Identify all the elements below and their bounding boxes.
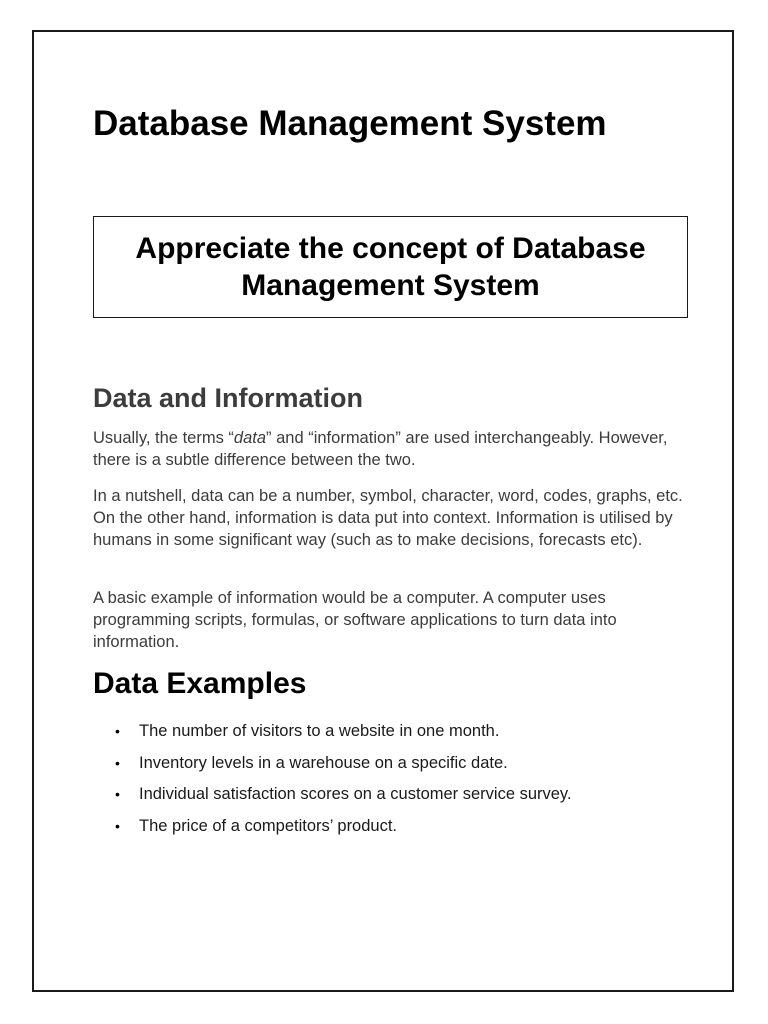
paragraph-nutshell: In a nutshell, data can be a number, symbol, character, word, codes, graphs, etc. On the other hand, information is data put into context. Information is utilised by humans in some significant way (such as to make decisions, forecasts etc). xyxy=(93,487,683,549)
paragraph-terms-part-2: ” and “information” are used interchangeably. However, there is a subtle difference between the two. xyxy=(93,429,668,469)
objective-text xyxy=(135,230,645,304)
list-item-text: The number of visitors to a website in one month. xyxy=(139,722,500,740)
paragraph-terms-part-1: Usually, the terms “ xyxy=(93,429,234,447)
bullet-icon: • xyxy=(115,754,120,771)
document-title: Database Management System xyxy=(93,104,607,143)
bullet-icon: • xyxy=(115,723,120,739)
paragraph-terms xyxy=(93,427,683,471)
list-item xyxy=(93,783,683,815)
list-item xyxy=(93,815,683,847)
list-item xyxy=(93,720,683,752)
section-heading-data-and-information: Data and Information xyxy=(93,383,364,413)
section-heading-data-examples: Data Examples xyxy=(93,667,307,700)
list-item-text: Individual satisfaction scores on a customer service survey. xyxy=(139,785,572,803)
objective-line-2: Management System xyxy=(241,269,540,302)
bullet-icon: • xyxy=(115,786,120,802)
data-examples-list xyxy=(93,720,683,846)
objective-box xyxy=(93,216,688,318)
objective-line-1: Appreciate the concept of Database xyxy=(135,232,646,265)
list-item-text: The price of a competitors’ product. xyxy=(139,816,398,835)
list-item-text: Inventory levels in a warehouse on a specific date. xyxy=(139,753,508,772)
paragraph-example: A basic example of information would be a computer. A computer uses programming scripts, formulas, or software applications to turn data into information. xyxy=(93,589,617,651)
list-item xyxy=(93,752,683,784)
paragraph-terms-emphasis: data xyxy=(233,429,267,447)
bullet-icon: • xyxy=(115,817,120,834)
